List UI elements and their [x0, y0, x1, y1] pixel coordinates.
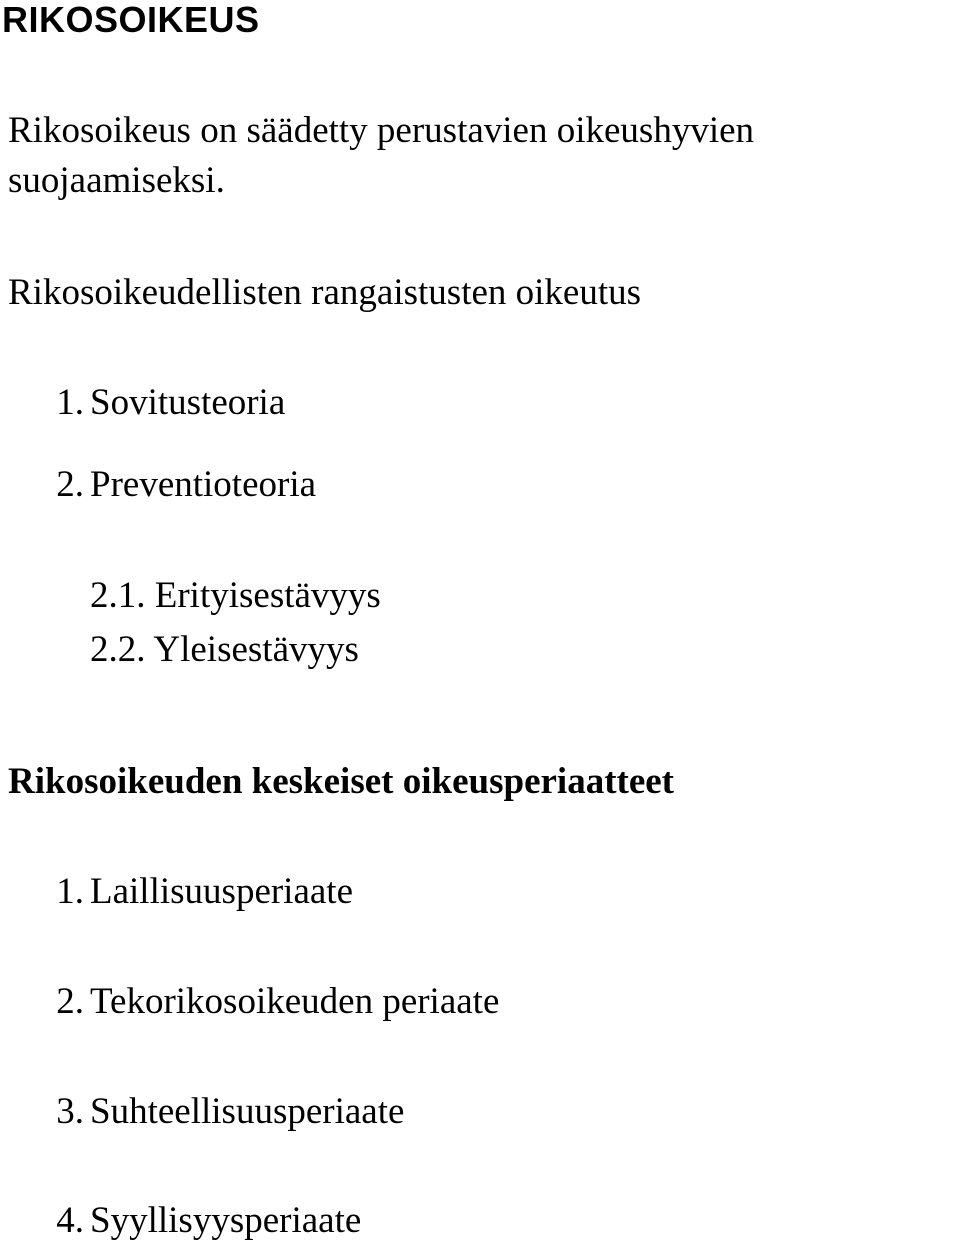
- intro-line-2: suojaamiseksi.: [8, 160, 225, 201]
- list-item-text: Preventioteoria: [90, 464, 317, 505]
- list-item-number: 3.: [56, 1091, 84, 1132]
- list-item-text: Laillisuusperiaate: [90, 871, 354, 912]
- list-item-number: 1.: [56, 871, 84, 912]
- document-title: RIKOSOIKEUS: [2, 0, 260, 40]
- list-item-text: Syyllisyysperiaate: [90, 1200, 362, 1241]
- sub-list-item: 2.2. Yleisestävyys: [90, 629, 359, 670]
- sub-list-item: 2.1. Erityisestävyys: [90, 575, 381, 616]
- list-item-number: 1.: [56, 382, 84, 423]
- section-heading-justification: Rikosoikeudellisten rangaistusten oikeutus: [8, 272, 642, 313]
- list-item-number: 4.: [56, 1200, 84, 1241]
- list-item-text: Tekorikosoikeuden periaate: [90, 981, 500, 1022]
- section-heading-principles: Rikosoikeuden keskeiset oikeusperiaatteet: [8, 761, 674, 802]
- list-item-number: 2.: [56, 981, 84, 1022]
- list-item-text: Suhteellisuusperiaate: [90, 1091, 405, 1132]
- list-item-number: 2.: [56, 464, 84, 505]
- list-item-text: Sovitusteoria: [90, 382, 286, 423]
- intro-line-1: Rikosoikeus on säädetty perustavien oikeushyvien: [8, 110, 755, 151]
